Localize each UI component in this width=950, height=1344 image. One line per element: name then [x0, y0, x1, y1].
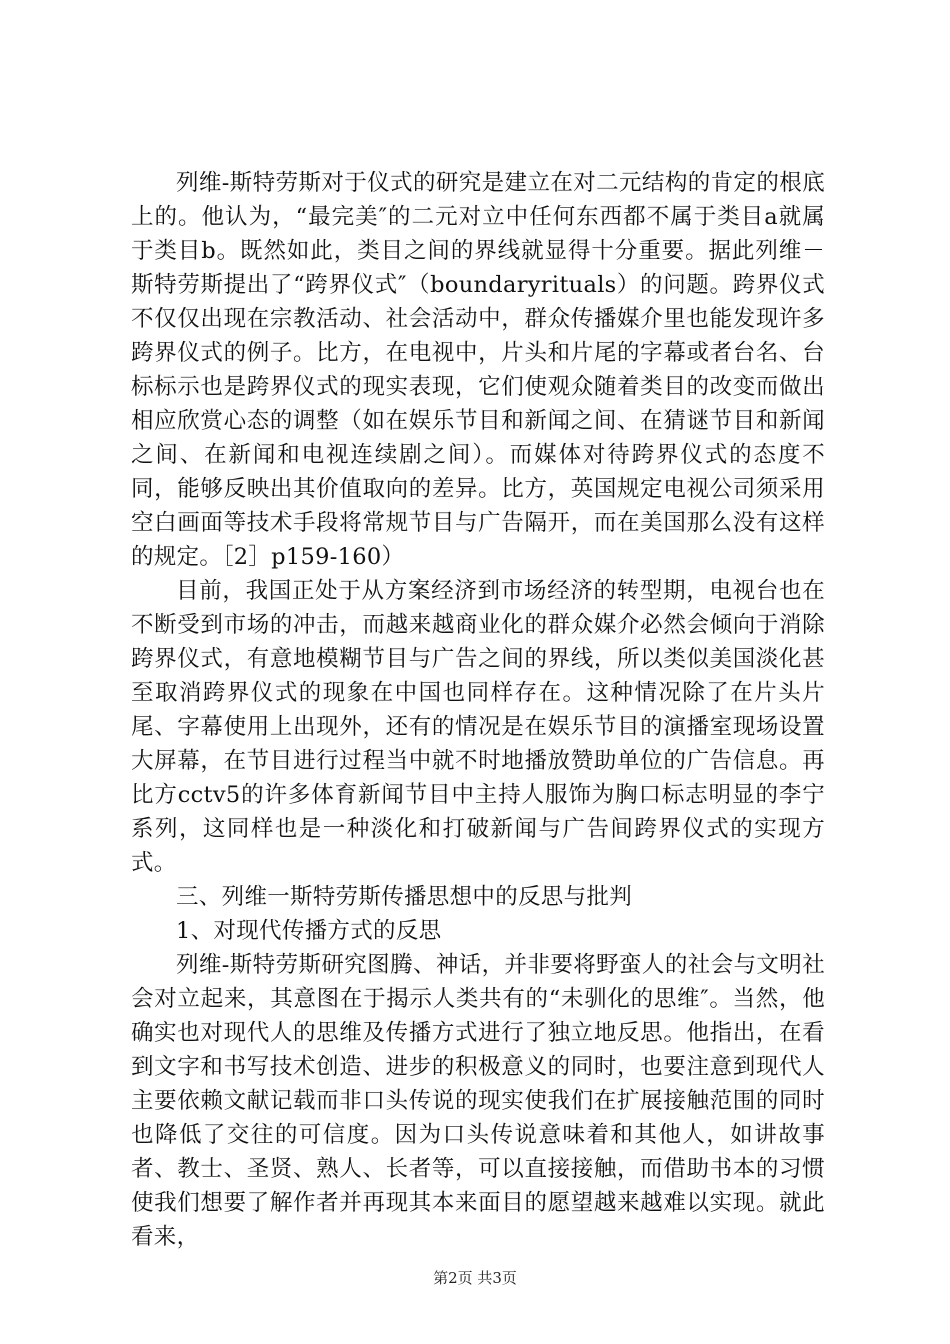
section-heading: 三、列维一斯特劳斯传播思想中的反思与批判: [176, 884, 633, 910]
paragraph-china-market: 目前，我国正处于从方案经济到市场经济的转型期，电视台也在不断受到市场的冲击，而越来越商业化的群众媒介必然会倾向于消除跨界仪式，有意地模糊节目与广告之间的界线，所以类似美国淡化甚至取消跨界仪式的现象在中国也同样存在。这种情况除了在片头片尾、字幕使用上出现外，还有的情况是在娱乐节目的演播室现场设置大屏幕，在节目进行过程当中就不时地播放赞助单位的广告信息。再比方cctv5的许多体育新闻节目中主持人服饰为胸口标志明显的李宁系列，这同样也是一种淡化和打破新闻与广告间跨界仪式的实现方式。: [131, 578, 825, 876]
page-footer: 第2页 共3页: [433, 1269, 517, 1287]
paragraph-boundary-rituals: 列维-斯特劳斯对于仪式的研究是建立在对二元结构的肯定的根底上的。他认为，“最完美″的二元对立中任何东西都不属于类目a就属于类目b。既然如此，类目之间的界线就显得十分重要。据此列维－斯特劳斯提出了“跨界仪式″（boundaryrituals）的问题。跨界仪式不仅仅出现在宗教活动、社会活动中，群众传播媒介里也能发现许多跨界仪式的例子。比方，在电视中，片头和片尾的字幕或者台名、台标标示也是跨界仪式的现实表现，它们使观众随着类目的改变而做出相应欣赏心态的调整（如在娱乐节目和新闻之间、在猜谜节目和新闻之间、在新闻和电视连续剧之间）。而媒体对待跨界仪式的态度不同，能够反映出其价值取向的差异。比方，英国规定电视公司须采用空白画面等技术手段将常规节目与广告隔开，而在美国那么没有这样的规定。［2］p159-160）: [131, 170, 825, 570]
subsection-heading: 1、对现代传播方式的反思: [176, 918, 442, 944]
document-body: [131, 166, 825, 1254]
paragraph-reflection: 列维-斯特劳斯研究图腾、神话，并非要将野蛮人的社会与文明社会对立起来，其意图在于揭示人类共有的“未驯化的思维″。当然，他确实也对现代人的思维及传播方式进行了独立地反思。他指出，在看到文字和书写技术创造、进步的积极意义的同时，也要注意到现代人主要依赖文献记载而非口头传说的现实使我们在扩展接触范围的同时也降低了交往的可信度。因为口头传说意味着和其他人，如讲故事者、教士、圣贤、熟人、长者等，可以直接接触，而借助书本的习惯使我们想要了解作者并再现其本来面目的愿望越来越难以实现。就此看来，: [131, 952, 825, 1250]
